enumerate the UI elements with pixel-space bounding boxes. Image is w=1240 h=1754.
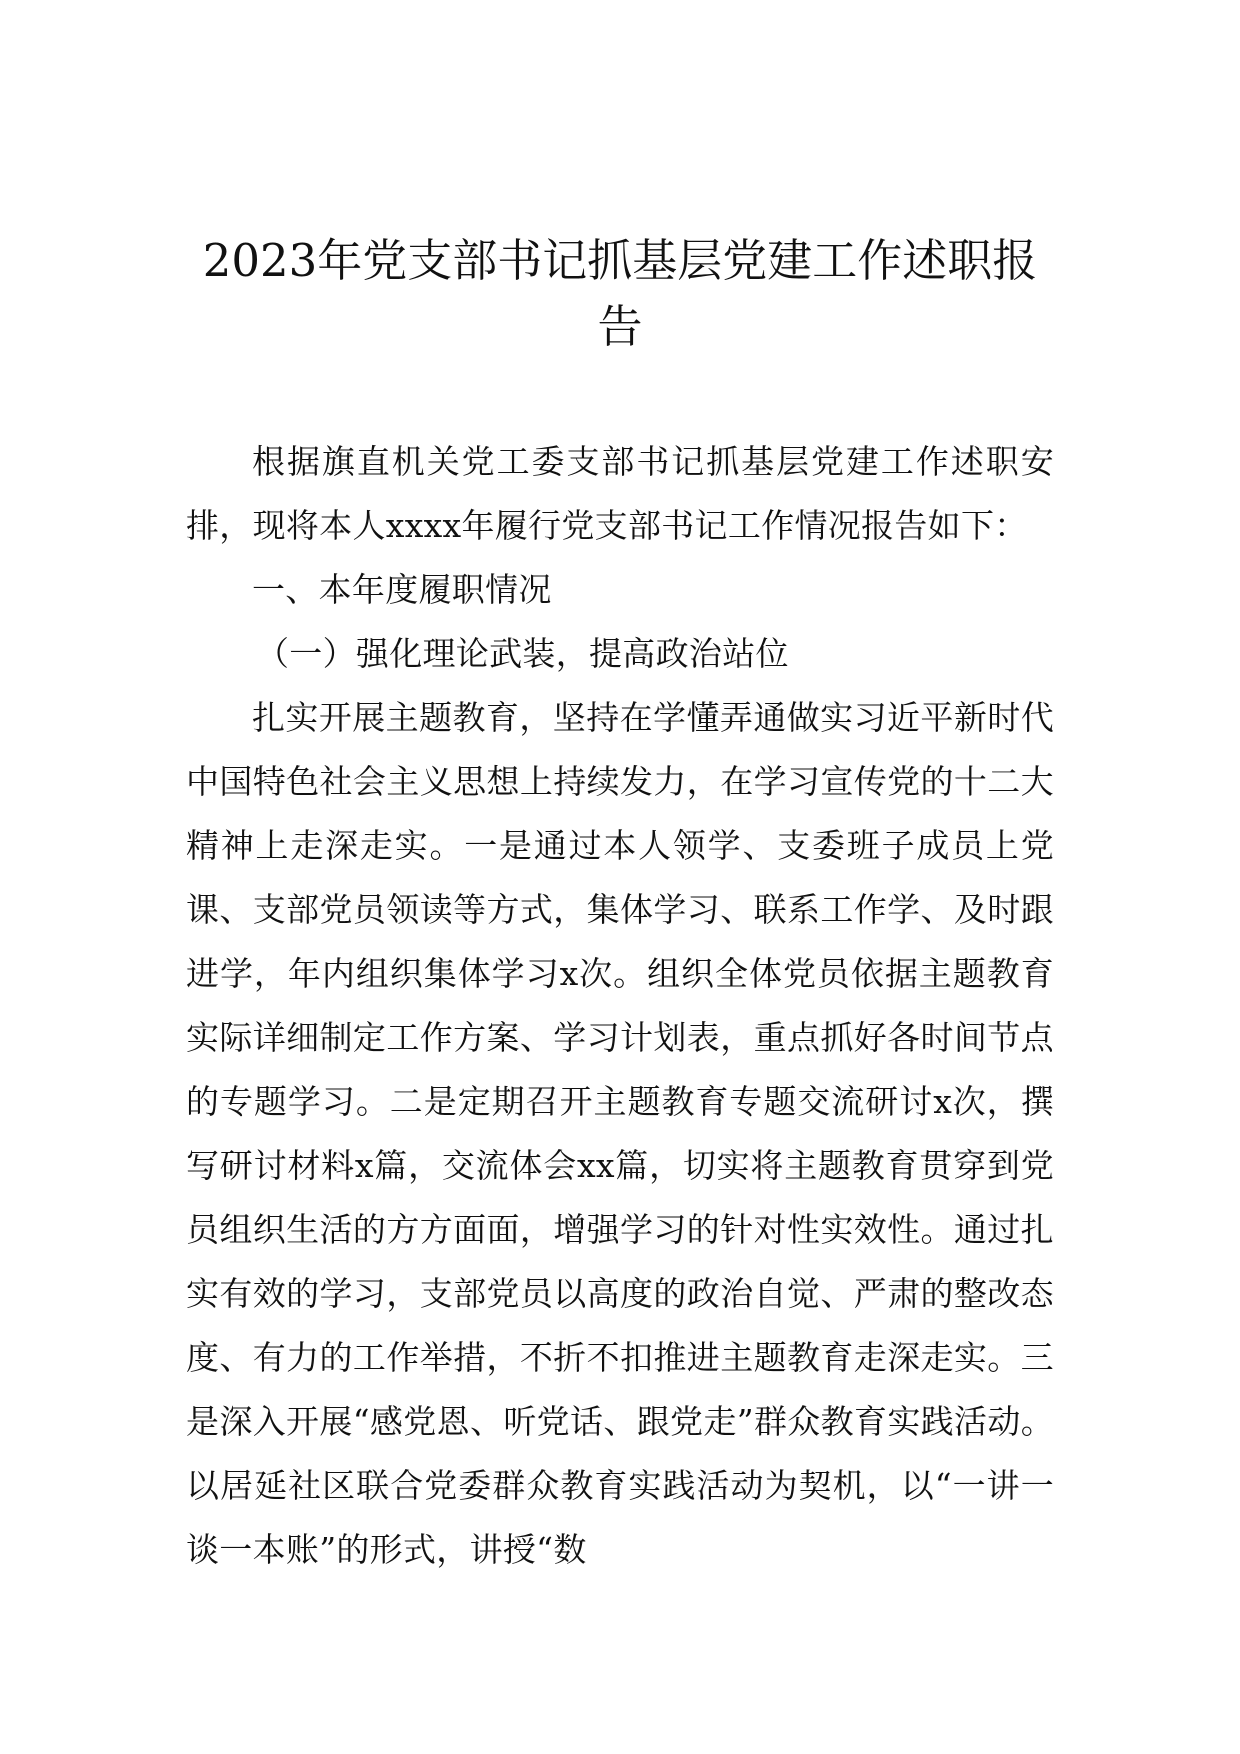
body-paragraph: 扎实开展主题教育，坚持在学懂弄通做实习近平新时代中国特色社会主义思想上持续发力，在学习宣传党的十二大精神上走深走实。一是通过本人领学、支委班子成员上党课、支部党员领读等方式，集体学习、联系工作学、及时跟进学，年内组织集体学习x次。组织全体党员依据主题教育实际详细制定工作方案、学习计划表，重点抓好各时间节点的专题学习。二是定期召开主题教育专题交流研讨x次，撰写研讨材料x篇，交流体会xx篇，切实将主题教育贯穿到党员组织生活的方方面面，增强学习的针对性实效性。通过扎实有效的学习，支部党员以高度的政治自觉、严肃的整改态度、有力的工作举措，不折不扣推进主题教育走深走实。三是深入开展“感党恩、听党话、跟党走”群众教育实践活动。以居延社区联合党委群众教育实践活动为契机，以“一讲一谈一本账”的形式，讲授“数 bbox=[186, 698, 1054, 1569]
subsection-heading: （一）强化理论武装，提高政治站位 bbox=[256, 634, 789, 673]
section-heading: 一、本年度履职情况 bbox=[252, 570, 552, 609]
document-body bbox=[186, 430, 1054, 1582]
intro-paragraph: 根据旗直机关党工委支部书记抓基层党建工作述职安排，现将本人xxxx年履行党支部书记工作情况报告如下： bbox=[186, 442, 1054, 545]
document-title: 2023年党支部书记抓基层党建工作述职报告 bbox=[202, 234, 1038, 353]
